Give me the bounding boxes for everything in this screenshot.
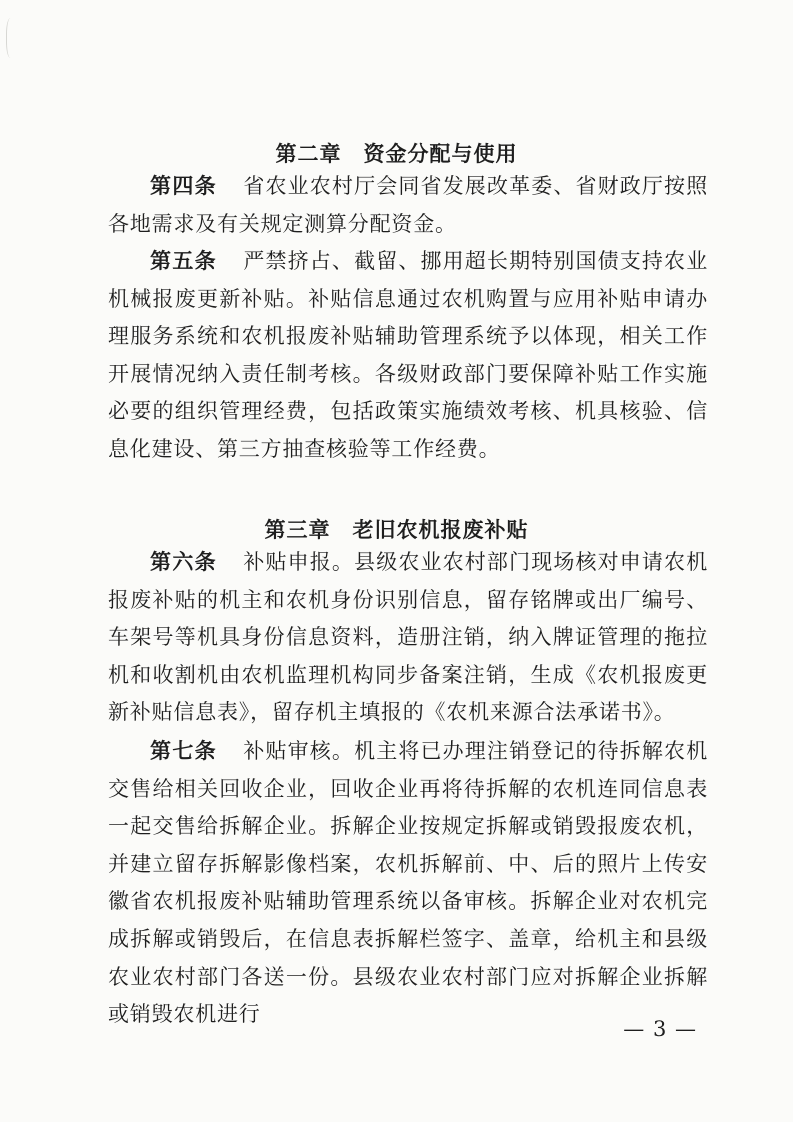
- article-5: [108, 243, 708, 469]
- page-number: — 3 —: [623, 1017, 697, 1041]
- article-6-label: 第六条: [150, 550, 218, 574]
- article-7-text: 补贴审核。机主将已办理注销登记的待拆解农机交售给相关回收企业，回收企业再将待拆解的农机连同信息表一起交售给拆解企业。拆解企业按规定拆解或销毁报废农机，并建立留存拆解影像档案，农机拆解前、中、后的照片上传安徽省农机报废补贴辅助管理系统以备审核。拆解企业对农机完成拆解或销毁后，在信息表拆解栏签字、盖章，给机主和县级农业农村部门各送一份。县级农业农村部门应对拆解企业拆解或销毁农机进行: [108, 739, 708, 1027]
- article-6: [108, 544, 708, 732]
- scan-edge-mark: [6, 18, 17, 58]
- article-4-label: 第四条: [150, 174, 218, 198]
- article-5-text: 严禁挤占、截留、挪用超长期特别国债支持农业机械报废更新补贴。补贴信息通过农机购置与应用补贴申请办理服务系统和农机报废补贴辅助管理系统予以体现，相关工作开展情况纳入责任制考核。各级财政部门要保障补贴工作实施必要的组织管理经费，包括政策实施绩效考核、机具核验、信息化建设、第三方抽查核验等工作经费。: [108, 249, 708, 461]
- article-7-label: 第七条: [150, 739, 218, 763]
- chapter-2-title: 第二章 资金分配与使用: [275, 142, 518, 166]
- article-4-text: 省农业农村厅会同省发展改革委、省财政厅按照各地需求及有关规定测算分配资金。: [108, 174, 708, 236]
- article-7: [108, 733, 708, 1034]
- article-5-label: 第五条: [150, 249, 218, 273]
- chapter-3-title: 第三章 老旧农机报废补贴: [264, 518, 529, 542]
- article-4: [108, 168, 708, 243]
- article-6-text: 补贴申报。县级农业农村部门现场核对申请农机报废补贴的机主和农机身份识别信息，留存铭牌或出厂编号、车架号等机具身份信息资料，造册注销，纳入牌证管理的拖拉机和收割机由农机监理机构同步备案注销，生成《农机报废更新补贴信息表》，留存机主填报的《农机来源合法承诺书》。: [108, 550, 708, 725]
